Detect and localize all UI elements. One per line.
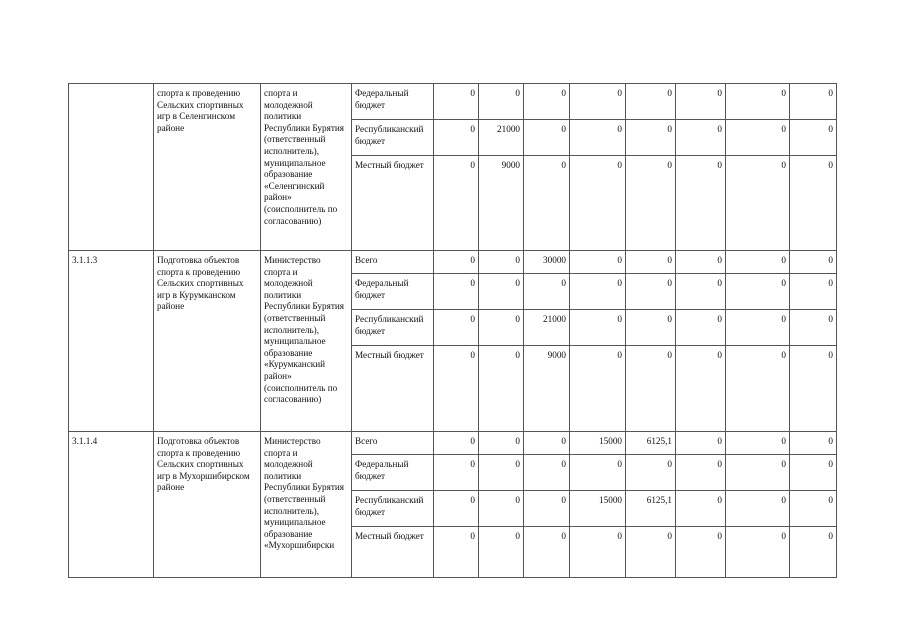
- funding-source: Республиканский бюджет: [352, 310, 434, 346]
- amount-cell: 0: [570, 84, 626, 120]
- amount-cell: 0: [524, 120, 570, 156]
- amount-cell: 0: [479, 346, 524, 432]
- amount-cell: 9000: [479, 156, 524, 251]
- amount-cell: 0: [676, 84, 726, 120]
- amount-cell: 21000: [524, 310, 570, 346]
- amount-cell: 6125,1: [626, 432, 676, 455]
- amount-cell: 0: [524, 156, 570, 251]
- amount-cell: 0: [626, 527, 676, 578]
- amount-cell: 0: [676, 274, 726, 310]
- amount-cell: 0: [434, 274, 479, 310]
- amount-cell: 0: [676, 432, 726, 455]
- funding-source: Федеральный бюджет: [352, 84, 434, 120]
- amount-cell: 0: [570, 310, 626, 346]
- amount-cell: 6125,1: [626, 491, 676, 527]
- amount-cell: 0: [479, 274, 524, 310]
- amount-cell: 0: [676, 310, 726, 346]
- amount-cell: 0: [570, 455, 626, 491]
- amount-cell: 0: [434, 251, 479, 274]
- item-code: [69, 84, 154, 251]
- amount-cell: 0: [790, 491, 837, 527]
- amount-cell: 30000: [524, 251, 570, 274]
- funding-source: Местный бюджет: [352, 156, 434, 251]
- item-executor: Министерство спорта и молодежной политики Республики Бурятия (ответственный исполнитель), муниципальное образование «Мухоршибирски: [261, 432, 352, 578]
- amount-cell: 0: [726, 491, 790, 527]
- amount-cell: 0: [726, 84, 790, 120]
- funding-source: Республиканский бюджет: [352, 491, 434, 527]
- table-row: [69, 84, 837, 120]
- funding-source: Республиканский бюджет: [352, 120, 434, 156]
- item-code: 3.1.1.4: [69, 432, 154, 578]
- table-row: [69, 432, 837, 455]
- amount-cell: 0: [570, 274, 626, 310]
- amount-cell: 0: [626, 84, 676, 120]
- amount-cell: 0: [726, 432, 790, 455]
- amount-cell: 0: [570, 527, 626, 578]
- amount-cell: 0: [676, 527, 726, 578]
- amount-cell: 0: [626, 310, 676, 346]
- amount-cell: 0: [479, 251, 524, 274]
- amount-cell: 0: [434, 120, 479, 156]
- amount-cell: 0: [524, 432, 570, 455]
- item-name: Подготовка объектов спорта к проведению Сельских спортивных игр в Курумканском районе: [154, 251, 261, 432]
- amount-cell: 0: [570, 251, 626, 274]
- amount-cell: 0: [434, 310, 479, 346]
- amount-cell: 0: [434, 527, 479, 578]
- amount-cell: 0: [726, 310, 790, 346]
- item-executor: спорта и молодежной политики Республики Бурятия (ответственный исполнитель), муниципальное образование «Селенгинский район» (соисполнитель по согласованию): [261, 84, 352, 251]
- amount-cell: 0: [434, 432, 479, 455]
- amount-cell: 0: [570, 156, 626, 251]
- amount-cell: 0: [479, 455, 524, 491]
- table-row: [69, 251, 837, 274]
- amount-cell: 0: [626, 346, 676, 432]
- amount-cell: 9000: [524, 346, 570, 432]
- amount-cell: 0: [676, 251, 726, 274]
- amount-cell: 0: [479, 310, 524, 346]
- amount-cell: 0: [434, 455, 479, 491]
- amount-cell: 0: [676, 156, 726, 251]
- funding-source: Местный бюджет: [352, 527, 434, 578]
- amount-cell: 0: [790, 310, 837, 346]
- amount-cell: 0: [626, 120, 676, 156]
- amount-cell: 0: [790, 274, 837, 310]
- amount-cell: 0: [676, 120, 726, 156]
- amount-cell: 0: [626, 274, 676, 310]
- amount-cell: 0: [479, 84, 524, 120]
- amount-cell: 0: [790, 84, 837, 120]
- amount-cell: 0: [524, 491, 570, 527]
- funding-source: Местный бюджет: [352, 346, 434, 432]
- funding-source: Федеральный бюджет: [352, 455, 434, 491]
- amount-cell: 0: [790, 455, 837, 491]
- amount-cell: 0: [479, 432, 524, 455]
- budget-table: [68, 83, 837, 578]
- amount-cell: 0: [790, 527, 837, 578]
- amount-cell: 15000: [570, 432, 626, 455]
- amount-cell: 0: [434, 346, 479, 432]
- amount-cell: 0: [726, 346, 790, 432]
- amount-cell: 0: [790, 346, 837, 432]
- amount-cell: 0: [676, 346, 726, 432]
- item-code: 3.1.1.3: [69, 251, 154, 432]
- amount-cell: 0: [524, 274, 570, 310]
- funding-source: Всего: [352, 432, 434, 455]
- amount-cell: 0: [790, 432, 837, 455]
- amount-cell: 0: [626, 251, 676, 274]
- amount-cell: 0: [570, 346, 626, 432]
- funding-source: Всего: [352, 251, 434, 274]
- amount-cell: 0: [626, 156, 676, 251]
- amount-cell: 0: [570, 120, 626, 156]
- amount-cell: 21000: [479, 120, 524, 156]
- amount-cell: 15000: [570, 491, 626, 527]
- amount-cell: 0: [726, 455, 790, 491]
- amount-cell: 0: [726, 251, 790, 274]
- amount-cell: 0: [726, 120, 790, 156]
- amount-cell: 0: [479, 527, 524, 578]
- item-executor: Министерство спорта и молодежной политики Республики Бурятия (ответственный исполнитель), муниципальное образование «Курумканский район» (соисполнитель по согласованию): [261, 251, 352, 432]
- amount-cell: 0: [726, 274, 790, 310]
- amount-cell: 0: [790, 156, 837, 251]
- item-name: спорта к проведению Сельских спортивных игр в Селенгинском районе: [154, 84, 261, 251]
- amount-cell: 0: [434, 491, 479, 527]
- budget-table-body: [69, 84, 837, 578]
- amount-cell: 0: [676, 455, 726, 491]
- amount-cell: 0: [626, 455, 676, 491]
- funding-source: Федеральный бюджет: [352, 274, 434, 310]
- item-name: Подготовка объектов спорта к проведению Сельских спортивных игр в Мухоршибирском районе: [154, 432, 261, 578]
- amount-cell: 0: [434, 156, 479, 251]
- amount-cell: 0: [726, 156, 790, 251]
- amount-cell: 0: [524, 527, 570, 578]
- amount-cell: 0: [479, 491, 524, 527]
- amount-cell: 0: [434, 84, 479, 120]
- amount-cell: 0: [726, 527, 790, 578]
- amount-cell: 0: [676, 491, 726, 527]
- amount-cell: 0: [524, 84, 570, 120]
- amount-cell: 0: [790, 120, 837, 156]
- amount-cell: 0: [524, 455, 570, 491]
- amount-cell: 0: [790, 251, 837, 274]
